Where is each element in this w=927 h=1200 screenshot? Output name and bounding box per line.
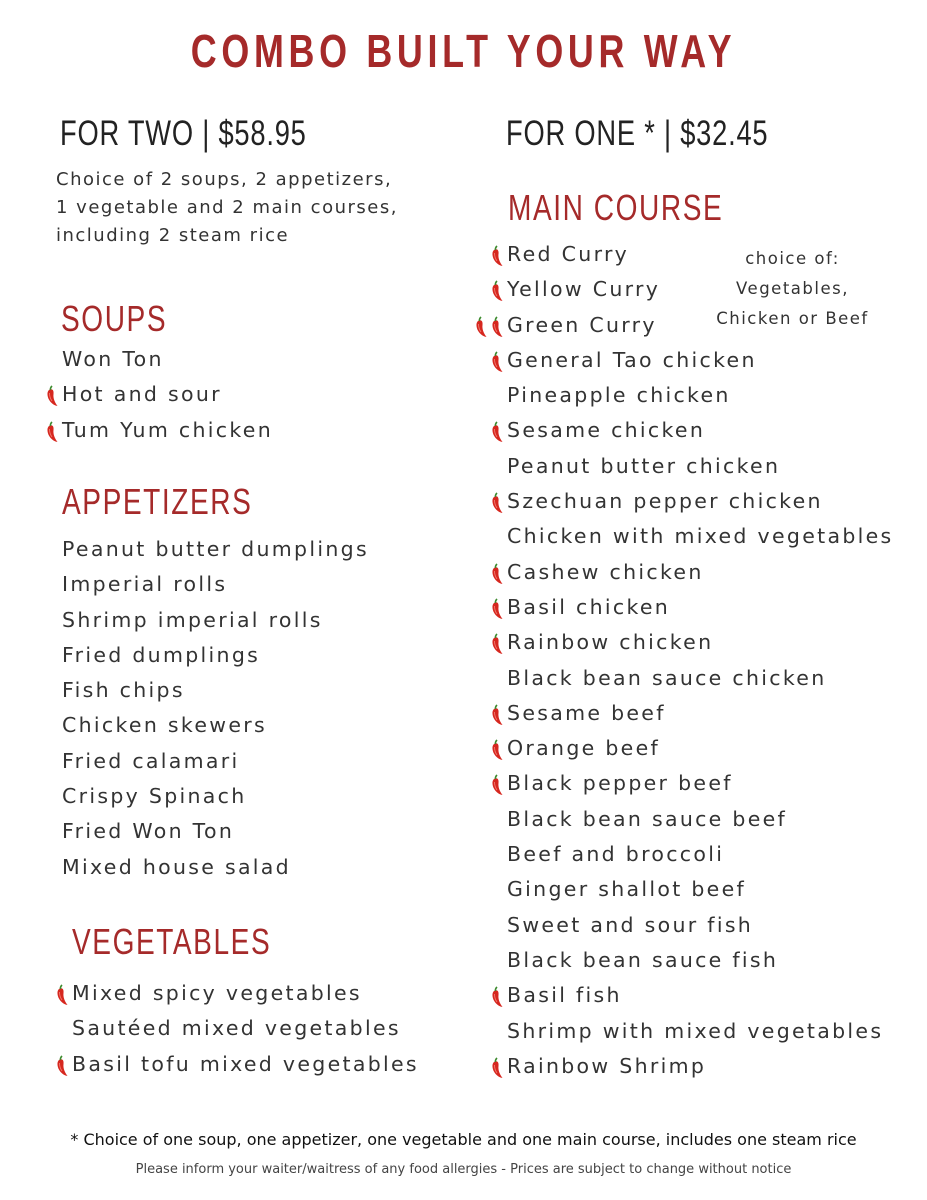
menu-item [62,377,273,412]
spicy-indicator [490,351,504,371]
vegetables-list [72,976,419,1082]
menu-item-label: Sautéed mixed vegetables [72,1016,401,1041]
choice-note-line: choice of: [745,249,840,268]
menu-item-label: Black bean sauce chicken [507,665,827,690]
soups-heading: SOUPS [61,298,168,339]
menu-item-label: Fried Won Ton [62,819,235,844]
menu-item-label: Red Curry [507,242,630,266]
menu-item [62,567,369,602]
main-course-heading: MAIN COURSE [508,187,724,228]
menu-item [507,555,894,590]
spicy-indicator [490,633,504,653]
menu-item-label: Pineapple chicken [507,383,731,408]
description-line: including 2 steam rice [56,225,290,246]
chili-pepper-icon [490,316,504,338]
description-line: 1 vegetable and 2 main courses, [56,197,398,218]
spicy-indicator [490,704,504,724]
menu-item [507,449,894,484]
appetizers-list [62,532,369,885]
menu-item-label: Mixed house salad [62,854,291,879]
menu-item-label: Fried dumplings [62,642,261,667]
soups-list [62,342,273,448]
menu-item-label: Rainbow Shrimp [507,1053,707,1078]
menu-item [507,237,894,272]
menu-item-label: Sweet and sour fish [507,912,754,937]
menu-item-label: Peanut butter chicken [507,453,781,478]
spicy-indicator [490,245,504,265]
menu-item-label: Orange beef [507,736,661,761]
menu-item [62,744,369,779]
menu-item [507,978,894,1013]
menu-item [507,625,894,660]
spicy-indicator [490,280,504,300]
menu-item-label: Black bean sauce fish [507,947,779,972]
spicy-indicator [490,986,504,1006]
menu-item [507,1049,894,1084]
menu-item [62,638,369,673]
menu-item-label: General Tao chicken [507,347,757,372]
menu-item [507,590,894,625]
menu-item [62,708,369,743]
menu-item [72,1011,419,1046]
spicy-indicator [490,421,504,441]
chili-pepper-icon [490,739,504,761]
menu-item [62,850,369,885]
menu-item-label: Fish chips [62,678,185,703]
disclaimer: Please inform your waiter/waitress of any food allergies - Prices are subject to change without notice [135,1162,792,1177]
menu-item-label: Basil fish [507,983,622,1008]
spicy-indicator [490,492,504,512]
chili-pepper-icon [490,245,504,267]
menu-item-label: Sesame chicken [507,418,706,443]
menu-item-label: Tum Yum chicken [62,417,274,442]
menu-item [507,802,894,837]
menu-item-label: Hot and sour [62,382,222,407]
menu-item [507,661,894,696]
menu-item-label: Crispy Spinach [62,784,247,809]
chili-pepper-icon [490,1057,504,1079]
chili-pepper-icon [490,598,504,620]
chili-pepper-icon [490,704,504,726]
menu-item [507,837,894,872]
spicy-indicator [45,385,59,405]
spicy-indicator [490,1057,504,1077]
chili-pepper-icon [490,986,504,1008]
menu-item [507,872,894,907]
chili-pepper-icon [55,1055,69,1077]
spicy-indicator [490,563,504,583]
menu-item-label: Beef and broccoli [507,842,725,867]
menu-item [507,378,894,413]
menu-item-label: Ginger shallot beef [507,877,747,902]
menu-item [62,342,273,377]
menu-item-label: Peanut butter dumplings [62,537,369,561]
menu-item-label: Yellow Curry [507,277,661,302]
main-course-list [507,237,894,1084]
menu-item-label: Mixed spicy vegetables [72,981,362,1005]
chili-pepper-icon [490,774,504,796]
chili-pepper-icon [474,316,488,338]
for-two-description [56,166,476,250]
chili-pepper-icon [490,351,504,373]
menu-item [507,1014,894,1049]
chili-pepper-icon [490,421,504,443]
menu-item [62,779,369,814]
menu-item-label: Imperial rolls [62,572,228,597]
spicy-indicator [55,1055,69,1075]
spicy-indicator [490,598,504,618]
chili-pepper-icon [490,280,504,302]
spicy-indicator [490,739,504,759]
chili-pepper-icon [45,421,59,443]
menu-item [507,308,894,343]
menu-item-label: Cashew chicken [507,559,704,584]
menu-item-label: Black pepper beef [507,771,733,796]
menu-item [507,413,894,448]
appetizers-heading: APPETIZERS [62,481,253,522]
spicy-indicator [45,421,59,441]
for-one-heading: FOR ONE * | $32.45 [506,114,769,153]
menu-item [62,532,369,567]
description-line: Choice of 2 soups, 2 appetizers, [56,169,393,190]
menu-item [507,519,894,554]
menu-item-label: Fried calamari [62,748,240,773]
menu-item-label: Shrimp imperial rolls [62,607,323,632]
spicy-indicator [55,984,69,1004]
menu-item [62,413,273,448]
menu-item [72,976,419,1011]
menu-item-label: Sesame beef [507,700,666,725]
menu-item [507,908,894,943]
spicy-indicator [474,316,504,336]
chili-pepper-icon [55,984,69,1006]
for-two-heading: FOR TWO | $58.95 [60,114,307,153]
menu-item-label: Basil tofu mixed vegetables [72,1051,419,1076]
menu-item-label: Rainbow chicken [507,630,714,655]
menu-title: COMBO BUILT YOUR WAY [190,25,737,77]
menu-item-label: Black bean sauce beef [507,806,788,831]
menu-item [62,814,369,849]
menu-item [507,943,894,978]
menu-item [507,484,894,519]
menu-item-label: Shrimp with mixed vegetables [507,1018,884,1043]
chili-pepper-icon [490,492,504,514]
menu-item [507,696,894,731]
menu-item-label: Szechuan pepper chicken [507,489,823,514]
menu-item-label: Won Ton [62,347,164,371]
chili-pepper-icon [490,563,504,585]
spicy-indicator [490,774,504,794]
menu-item-label: Basil chicken [507,594,671,619]
menu-item-label: Chicken with mixed vegetables [507,524,894,549]
menu-item-label: Chicken skewers [62,713,267,738]
chili-pepper-icon [45,385,59,407]
menu-item [507,766,894,801]
choice-note-line: Chicken or Beef [716,309,869,328]
choice-note-line: Vegetables, [736,279,849,298]
menu-item [507,343,894,378]
footnote: * Choice of one soup, one appetizer, one vegetable and one main course, includes one steam rice [70,1130,857,1149]
chili-pepper-icon [490,633,504,655]
menu-item [62,603,369,638]
menu-item [62,673,369,708]
menu-item-label: Green Curry [507,312,657,337]
menu-item [507,272,894,307]
menu-item [507,731,894,766]
menu-item [72,1047,419,1082]
vegetables-heading: VEGETABLES [72,921,272,962]
